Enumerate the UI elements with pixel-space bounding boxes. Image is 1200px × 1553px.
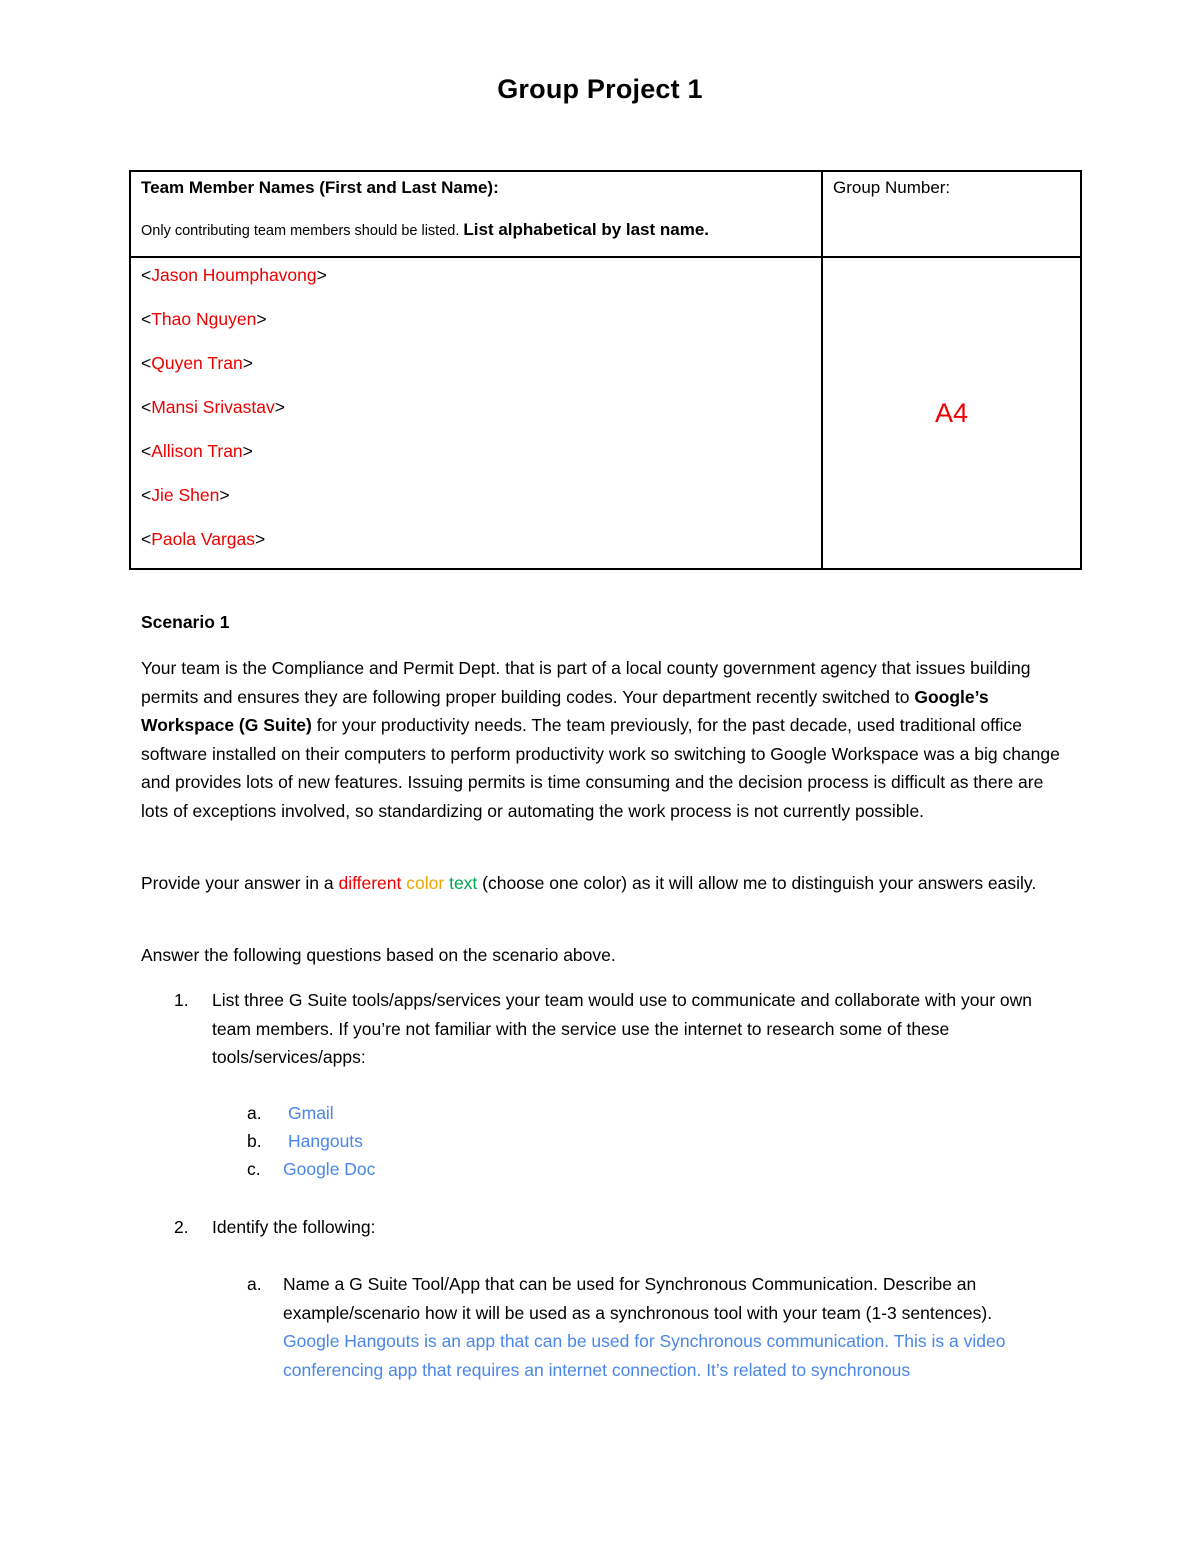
team-member: [141, 480, 811, 524]
team-member: [141, 392, 811, 436]
bracket-open: <: [141, 441, 152, 461]
member-name: Mansi Srivastav: [151, 397, 275, 417]
answer-letter: c.: [247, 1159, 261, 1179]
team-member: [141, 348, 811, 392]
bracket-close: >: [256, 309, 267, 329]
member-name: Jason Houmphavong: [151, 265, 317, 285]
bracket-close: >: [242, 441, 253, 461]
page-title: Group Project 1: [497, 74, 703, 104]
scenario-paragraph: [141, 654, 1071, 825]
team-header-note-emphasis: List alphabetical by last name.: [463, 220, 710, 239]
sub-question-body: [283, 1270, 1068, 1384]
team-header-note: [141, 220, 811, 240]
member-name: Quyen Tran: [151, 353, 243, 373]
instruction-word-color: color: [406, 873, 445, 893]
sub-question-letter: a.: [247, 1274, 262, 1294]
instruction-word-text: text: [449, 873, 478, 893]
scenario-heading: Scenario 1: [141, 612, 230, 632]
team-header-cell: [130, 171, 822, 257]
team-member: [141, 436, 811, 480]
team-member: [141, 304, 811, 348]
bracket-close: >: [274, 397, 285, 417]
bracket-close: >: [316, 265, 327, 285]
answer-text: Hangouts: [288, 1131, 363, 1151]
sub-question-answer: Google Hangouts is an app that can be used for Synchronous communication. This is a video conferencing app that requires an internet connection. It’s related to synchronous: [283, 1331, 1006, 1380]
team-table: [129, 170, 1082, 570]
team-member: [141, 524, 811, 568]
team-members-cell: [130, 257, 822, 569]
instruction-word-different: different: [338, 873, 402, 893]
scenario-text-part2: for your productivity needs. The team previously, for the past decade, used traditional office software installed on their computers to perform productivity work so switching to Google Workspace was a big change and provides lots of new features. Issuing permits is time consuming and the decision process is difficult as there are lots of exceptions involved, so standardizing or automating the work process is not currently possible.: [141, 715, 1060, 821]
answer-text: Gmail: [288, 1103, 334, 1123]
member-name: Allison Tran: [151, 441, 243, 461]
member-name: Paola Vargas: [151, 529, 256, 549]
bracket-close: >: [242, 353, 253, 373]
question-number: 2.: [174, 1217, 189, 1237]
bracket-open: <: [141, 529, 152, 549]
bracket-open: <: [141, 485, 152, 505]
answer-letter: b.: [247, 1131, 262, 1151]
question-text: List three G Suite tools/apps/services your team would use to communicate and collaborate with your own team members. If you’re not familiar with the service use the internet to research some of these tools/services/apps:: [212, 990, 1032, 1067]
sub-question-text: Name a G Suite Tool/App that can be used for Synchronous Communication. Describe an example/scenario how it will be used as a synchronous tool with your team (1-3 sentences).: [283, 1274, 993, 1323]
team-header-note-text: Only contributing team members should be listed.: [141, 223, 460, 239]
team-member: [141, 260, 811, 304]
bracket-open: <: [141, 309, 152, 329]
answer-intro: Answer the following questions based on the scenario above.: [141, 945, 616, 965]
bracket-close: >: [255, 529, 266, 549]
instruction-suffix: (choose one color) as it will allow me to distinguish your answers easily.: [477, 873, 1037, 893]
bracket-open: <: [141, 353, 152, 373]
scenario-text-part1: Your team is the Compliance and Permit Dept. that is part of a local county government agency that issues building permits and ensures they are following proper building codes. Your department recently switched to: [141, 658, 1031, 707]
group-number-header: Group Number:: [822, 171, 1081, 257]
bracket-close: >: [219, 485, 230, 505]
member-name: Thao Nguyen: [151, 309, 257, 329]
scenario-text-bold: Google’s Workspace (G Suite): [141, 686, 989, 735]
question-text: Identify the following:: [212, 1217, 376, 1237]
team-header-label: Team Member Names (First and Last Name):: [141, 178, 499, 197]
group-number-value: A4: [822, 257, 1081, 569]
answer-text: Google Doc: [283, 1159, 376, 1179]
member-name: Jie Shen: [151, 485, 220, 505]
instruction-prefix: Provide your answer in a: [141, 873, 339, 893]
answer-letter: a.: [247, 1103, 262, 1123]
bracket-open: <: [141, 397, 152, 417]
bracket-open: <: [141, 265, 152, 285]
instruction-paragraph: [141, 869, 1071, 898]
question-number: 1.: [174, 990, 189, 1010]
